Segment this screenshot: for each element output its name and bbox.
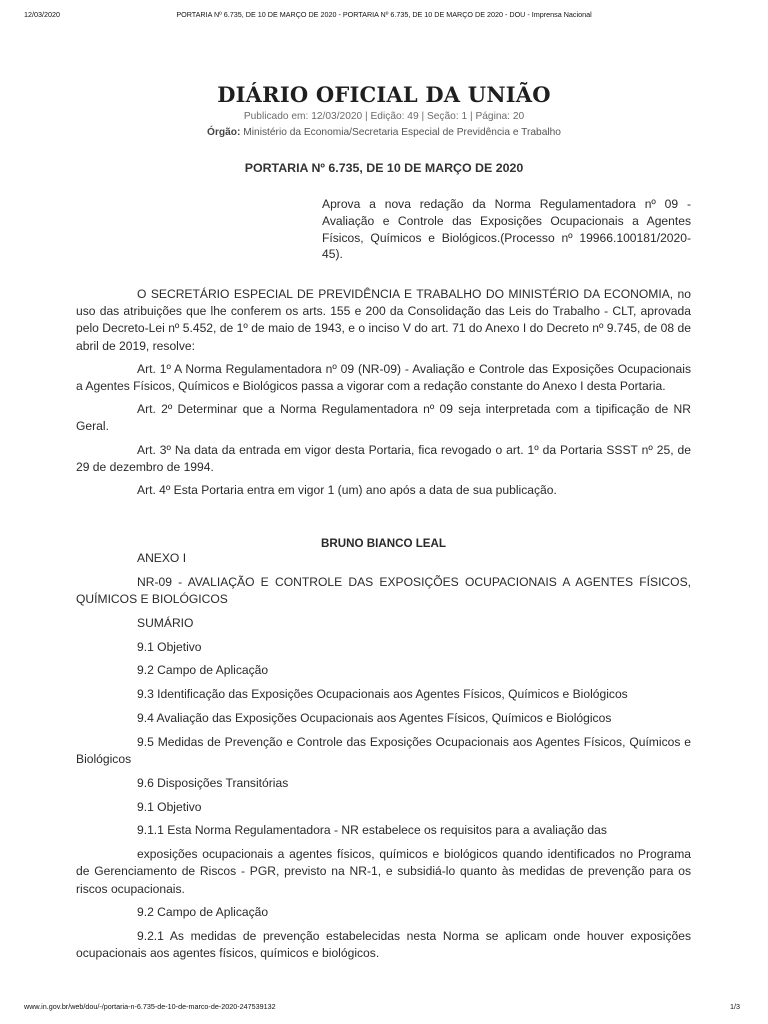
summary-item: 9.1 Objetivo bbox=[137, 639, 202, 654]
section-item: exposições ocupacionais a agentes físicos, químicos e biológicos quando identificados no Programa de Gerenciamento de Riscos - PGR, previsto na NR-1, e subsidiá-lo quanto às medidas de prevenção para os riscos ocupacionais. bbox=[76, 847, 691, 896]
summary-item: 9.3 Identificação das Exposições Ocupacionais aos Agentes Físicos, Químicos e Biológicos bbox=[137, 687, 628, 702]
publication-meta: Publicado em: 12/03/2020 | Edição: 49 | Seção: 1 | Página: 20 bbox=[243, 111, 525, 122]
summary-item: 9.5 Medidas de Prevenção e Controle das Exposições Ocupacionais aos Agentes Físicos, Químicos e Biológicos bbox=[76, 734, 691, 766]
summary-item: 9.2 Campo de Aplicação bbox=[137, 663, 269, 678]
print-footer bbox=[0, 1000, 768, 1014]
journal-title: DIÁRIO OFICIAL DA UNIÃO bbox=[217, 82, 551, 107]
print-date: 12/03/2020 bbox=[24, 10, 60, 19]
preamble: O SECRETÁRIO ESPECIAL DE PREVIDÊNCIA E TRABALHO DO MINISTÉRIO DA ECONOMIA, no uso das atribuições que lhe conferem os arts. 155 e 200 da Consolidação das Leis do Trabalho - CLT, aprovada pelo Decreto-Lei nº 5.452, de 1º de maio de 1943, e o inciso V do art. 71 do Anexo I do Decreto nº 9.745, de 08 de abril de 2019, resolve: bbox=[76, 287, 691, 353]
article: Art. 2º Determinar que a Norma Regulamentadora nº 09 seja interpretada com a tipificação de NR Geral. bbox=[76, 402, 691, 434]
act-title: PORTARIA Nº 6.735, DE 10 DE MARÇO DE 2020 bbox=[244, 161, 524, 175]
body-text bbox=[76, 286, 691, 499]
print-header bbox=[0, 8, 768, 22]
article: Art. 1º A Norma Regulamentadora nº 09 (NR-09) - Avaliação e Controle das Exposições Ocupacionais a Agentes Físicos, Químicos e Biológicos passa a vigorar com a redação constante do Anexo I desta Portaria. bbox=[76, 361, 691, 394]
annex-title: NR-09 - AVALIAÇÃO E CONTROLE DAS EXPOSIÇÕES OCUPACIONAIS A AGENTES FÍSICOS, QUÍMICOS E BIOLÓGICOS bbox=[76, 574, 691, 606]
summary-item: 9.4 Avaliação das Exposições Ocupacionais aos Agentes Físicos, Químicos e Biológicos bbox=[137, 710, 612, 725]
section-item: 9.2.1 As medidas de prevenção estabelecidas nesta Norma se aplicam onde houver exposições ocupacionais aos agentes físicos, químicos e biológicos. bbox=[76, 929, 691, 961]
article: Art. 4º Esta Portaria entra em vigor 1 (um) ano após a data de sua publicação. bbox=[137, 483, 557, 498]
page-url: www.in.gov.br/web/dou/-/portaria-n-6.735-de-10-de-marco-de-2020-247539132 bbox=[24, 1002, 276, 1011]
signature: BRUNO BIANCO LEAL bbox=[321, 537, 446, 550]
annex-heading: ANEXO I bbox=[137, 551, 187, 565]
ementa: Aprova a nova redação da Norma Regulamentadora nº 09 - Avaliação e Controle das Exposições Ocupacionais a Agentes Físicos, Químicos e Biológicos.(Processo nº 19966.100181/2020-45). bbox=[322, 197, 691, 262]
organ-line bbox=[0, 127, 768, 138]
section-item: 9.1.1 Esta Norma Regulamentadora - NR estabelece os requisitos para a avaliação das bbox=[137, 823, 607, 838]
organ-label: Órgão: bbox=[207, 127, 241, 138]
print-page-title: PORTARIA Nº 6.735, DE 10 DE MARÇO DE 2020 - PORTARIA Nº 6.735, DE 10 DE MARÇO DE 2020 - DOU - Imprensa Nacional bbox=[176, 10, 592, 19]
organ-value: Ministério da Economia/Secretaria Especial de Previdência e Trabalho bbox=[243, 127, 561, 138]
page-number: 1/3 bbox=[730, 1002, 740, 1011]
annex-block bbox=[76, 550, 691, 969]
article: Art. 3º Na data da entrada em vigor desta Portaria, fica revogado o art. 1º da Portaria SSST nº 25, de 29 de dezembro de 1994. bbox=[76, 442, 691, 474]
section-heading: 9.1 Objetivo bbox=[137, 799, 202, 814]
summary-heading: SUMÁRIO bbox=[137, 615, 194, 630]
section-heading: 9.2 Campo de Aplicação bbox=[137, 905, 269, 920]
summary-item: 9.6 Disposições Transitórias bbox=[137, 775, 289, 790]
